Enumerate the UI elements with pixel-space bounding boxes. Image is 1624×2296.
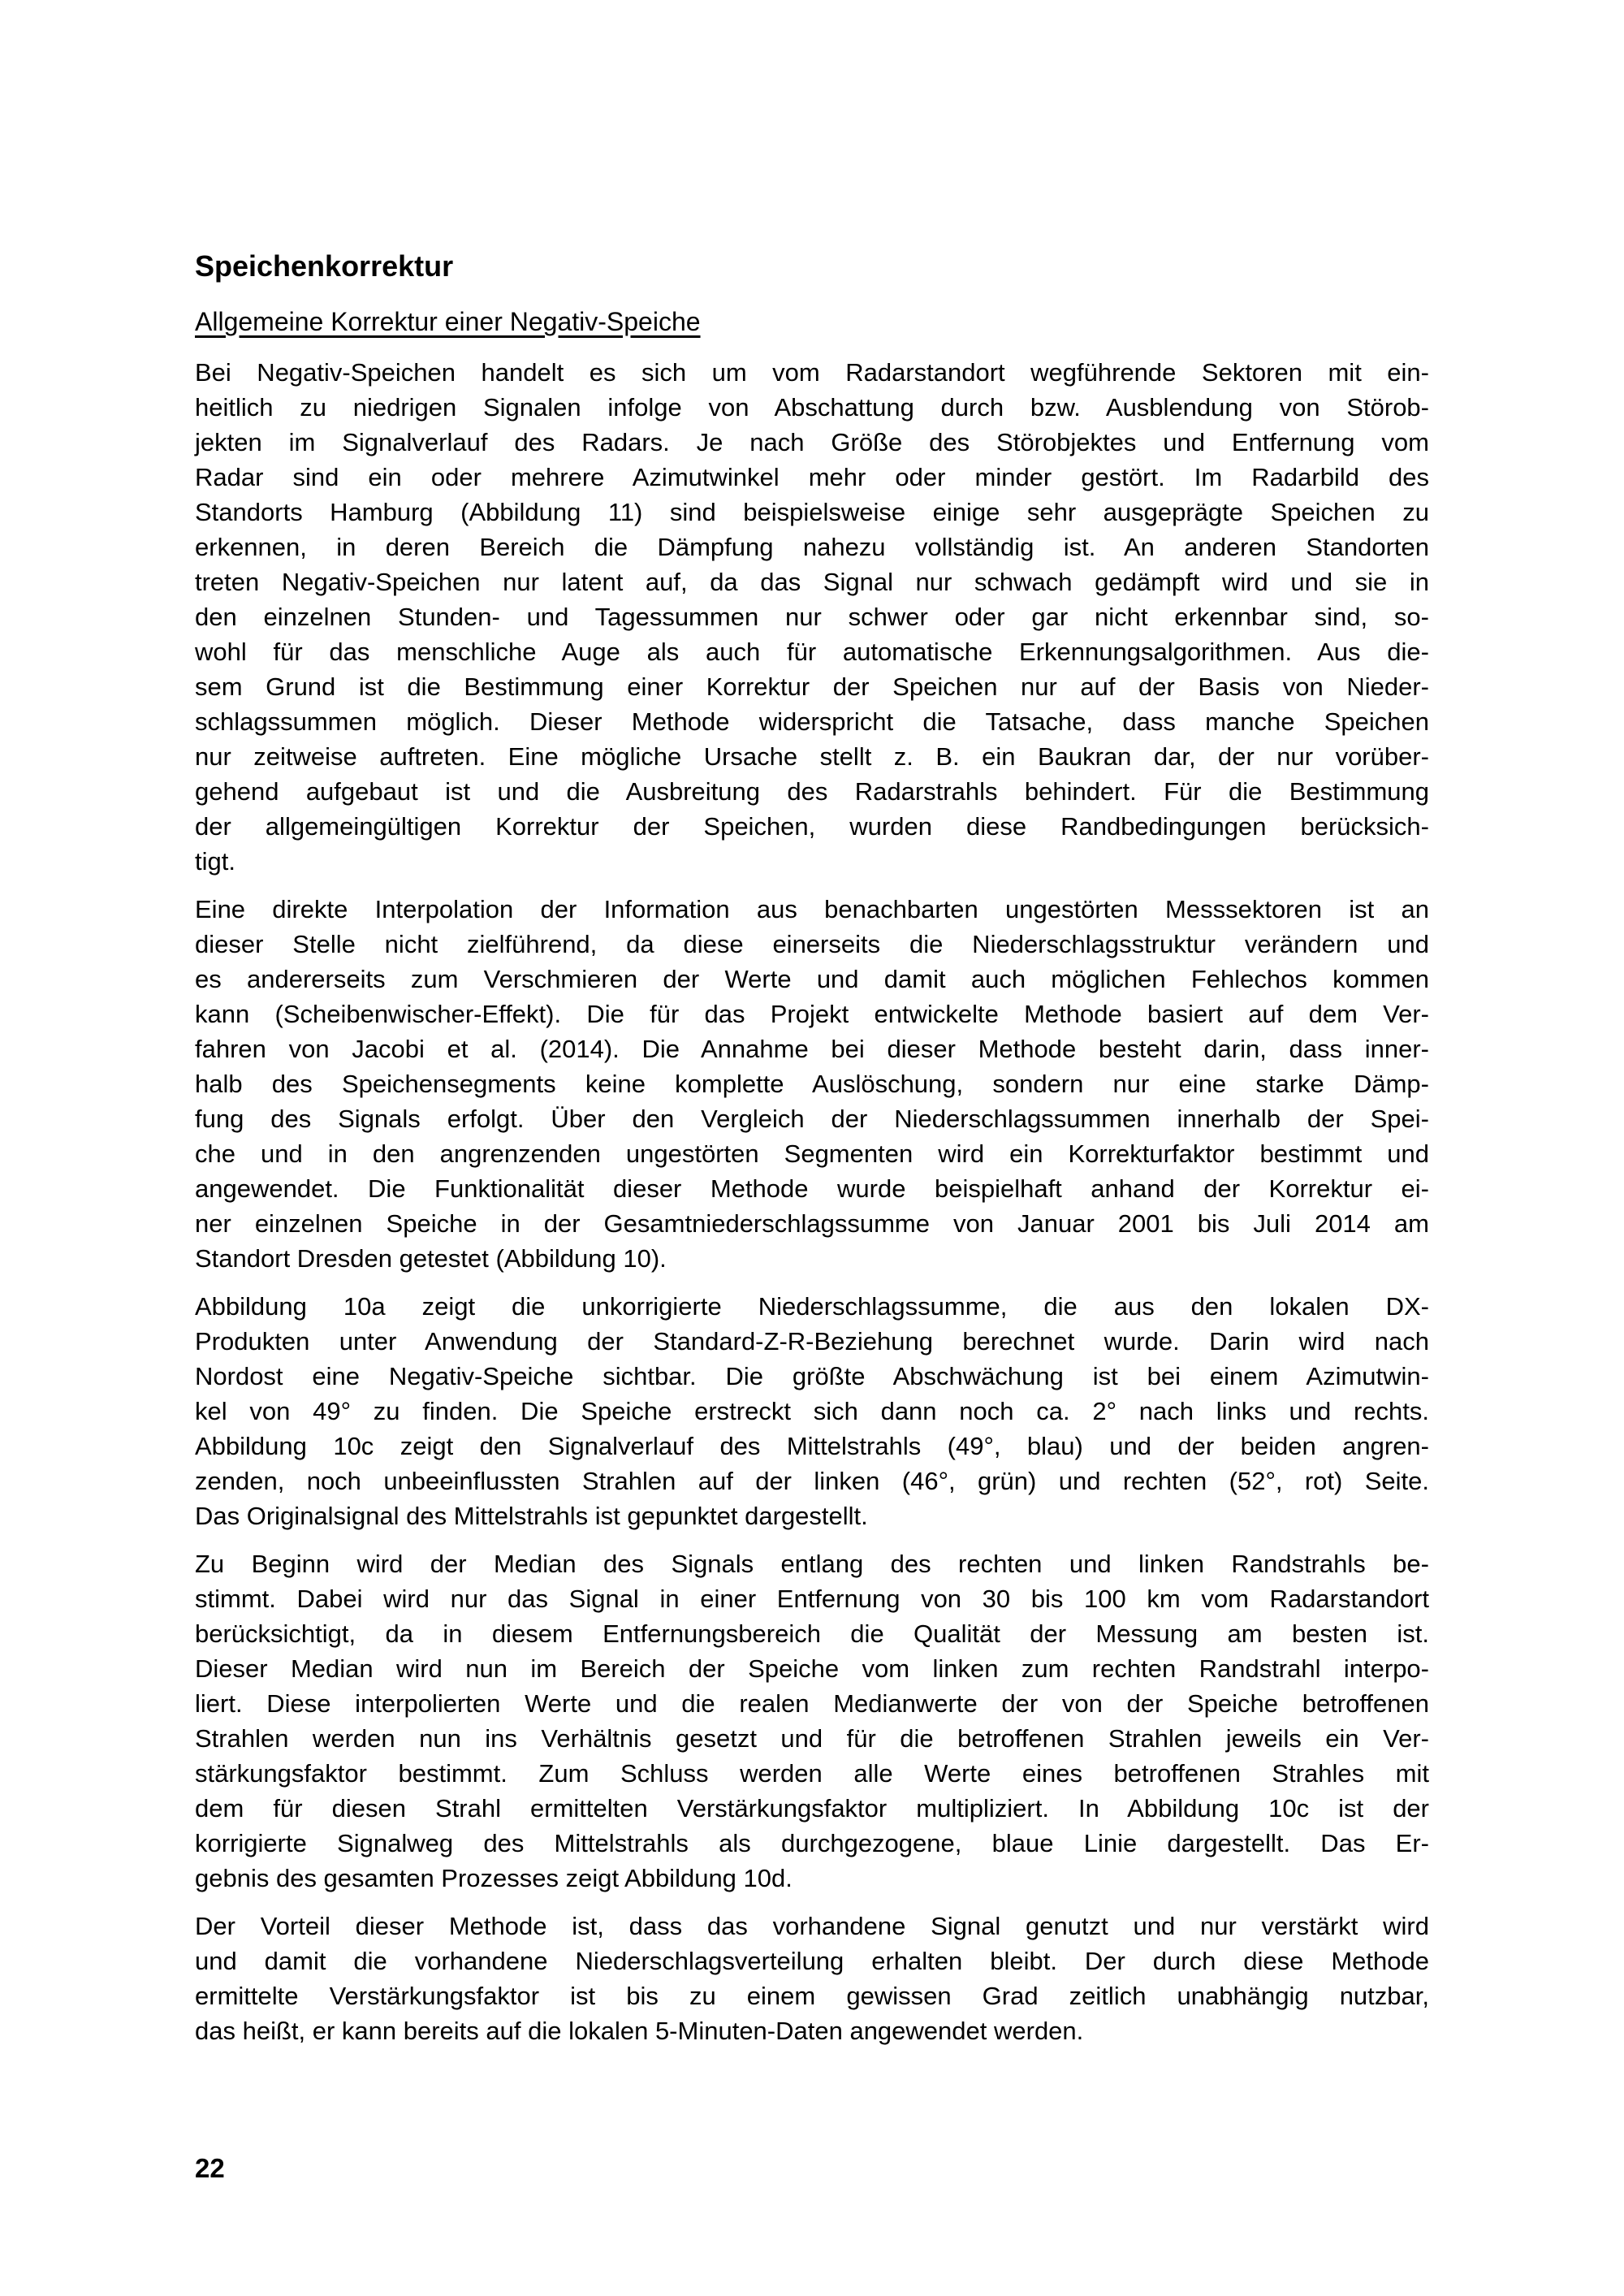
section-subheading: Allgemeine Korrektur einer Negativ-Speiche — [195, 307, 701, 336]
text-line: Eine direkte Interpolation der Information aus benachbarten ungestörten Messsektoren ist an — [195, 895, 1429, 923]
text-line: fahren von Jacobi et al. (2014). Die Annahme bei dieser Methode besteht darin, dass inner- — [195, 1035, 1429, 1063]
text-line: kel von 49° zu finden. Die Speiche erstreckt sich dann noch ca. 2° nach links und rechts. — [195, 1397, 1429, 1425]
paragraph — [195, 1289, 1429, 1533]
text-line: stimmt. Dabei wird nur das Signal in einer Entfernung von 30 bis 100 km vom Radarstandort — [195, 1585, 1429, 1613]
text-line: nur zeitweise auftreten. Eine mögliche Ursache stellt z. B. ein Baukran dar, der nur vorüber- — [195, 742, 1429, 771]
text-line: Radar sind ein oder mehrere Azimutwinkel mehr oder minder gestört. Im Radarbild des — [195, 463, 1429, 491]
text-line: Das Originalsignal des Mittelstrahls ist gepunktet dargestellt. — [195, 1502, 868, 1530]
text-line: Zu Beginn wird der Median des Signals entlang des rechten und linken Randstrahls be- — [195, 1550, 1429, 1578]
text-line: Abbildung 10a zeigt die unkorrigierte Niederschlagssumme, die aus den lokalen DX- — [195, 1292, 1429, 1321]
text-line: schlagssummen möglich. Dieser Methode widerspricht die Tatsache, dass manche Speichen — [195, 707, 1429, 736]
text-line: liert. Diese interpolierten Werte und die realen Medianwerte der von der Speiche betroffenen — [195, 1689, 1429, 1718]
paragraph — [195, 1909, 1429, 2048]
page-title: Speichenkorrektur — [195, 249, 454, 283]
text-line: heitlich zu niedrigen Signalen infolge von Abschattung durch bzw. Ausblendung von Störob- — [195, 393, 1429, 422]
text-line: dem für diesen Strahl ermittelten Verstärkungsfaktor multipliziert. In Abbildung 10c ist der — [195, 1794, 1429, 1823]
text-line: stärkungsfaktor bestimmt. Zum Schluss werden alle Werte eines betroffenen Strahles mit — [195, 1759, 1429, 1788]
text-line: sem Grund ist die Bestimmung einer Korrektur der Speichen nur auf der Basis von Nieder- — [195, 672, 1429, 701]
text-column — [195, 248, 1429, 2048]
text-line: der allgemeingültigen Korrektur der Speichen, wurden diese Randbedingungen berücksich- — [195, 812, 1429, 841]
text-line: berücksichtigt, da in diesem Entfernungsbereich die Qualität der Messung am besten ist. — [195, 1619, 1429, 1648]
text-line: erkennen, in deren Bereich die Dämpfung nahezu vollständig ist. An anderen Standorten — [195, 533, 1429, 561]
paragraph — [195, 892, 1429, 1276]
text-line: fung des Signals erfolgt. Über den Vergleich der Niederschlagssummen innerhalb der Spei- — [195, 1105, 1429, 1133]
paragraph — [195, 1546, 1429, 1896]
text-line: zenden, noch unbeeinflussten Strahlen auf der linken (46°, grün) und rechten (52°, rot) Seite. — [195, 1467, 1429, 1495]
text-line: Bei Negativ-Speichen handelt es sich um vom Radarstandort wegführende Sektoren mit ein- — [195, 358, 1429, 387]
paragraphs — [195, 355, 1429, 2048]
text-line: das heißt, er kann bereits auf die lokalen 5-Minuten-Daten angewendet werden. — [195, 2017, 1084, 2045]
text-line: treten Negativ-Speichen nur latent auf, da das Signal nur schwach gedämpft wird und sie in — [195, 568, 1429, 596]
paragraph — [195, 355, 1429, 879]
text-line: es andererseits zum Verschmieren der Werte und damit auch möglichen Fehlechos kommen — [195, 965, 1429, 993]
text-line: halb des Speichensegments keine komplette Auslöschung, sondern nur eine starke Dämp- — [195, 1070, 1429, 1098]
text-line: tigt. — [195, 847, 235, 876]
text-line: den einzelnen Stunden- und Tagessummen nur schwer oder gar nicht erkennbar sind, so- — [195, 603, 1429, 631]
text-line: kann (Scheibenwischer-Effekt). Die für das Projekt entwickelte Methode basiert auf dem Ver- — [195, 1000, 1429, 1028]
page-number: 22 — [195, 2153, 225, 2183]
text-line: Standort Dresden getestet (Abbildung 10). — [195, 1244, 667, 1273]
text-line: Der Vorteil dieser Methode ist, dass das vorhandene Signal genutzt und nur verstärkt wird — [195, 1912, 1429, 1940]
text-line: Produkten unter Anwendung der Standard-Z-R-Beziehung berechnet wurde. Darin wird nach — [195, 1327, 1429, 1356]
text-line: wohl für das menschliche Auge als auch für automatische Erkennungsalgorithmen. Aus die- — [195, 638, 1429, 666]
text-line: gehend aufgebaut ist und die Ausbreitung des Radarstrahls behindert. Für die Bestimmung — [195, 777, 1429, 806]
text-line: che und in den angrenzenden ungestörten Segmenten wird ein Korrekturfaktor bestimmt und — [195, 1139, 1429, 1168]
text-line: Dieser Median wird nun im Bereich der Speiche vom linken zum rechten Randstrahl interpo- — [195, 1654, 1429, 1683]
text-line: ner einzelnen Speiche in der Gesamtniederschlagssumme von Januar 2001 bis Juli 2014 am — [195, 1209, 1429, 1238]
text-line: Nordost eine Negativ-Speiche sichtbar. Die größte Abschwächung ist bei einem Azimutwin- — [195, 1362, 1429, 1390]
text-line: ermittelte Verstärkungsfaktor ist bis zu einem gewissen Grad zeitlich unabhängig nutzbar, — [195, 1982, 1429, 2010]
text-line: Abbildung 10c zeigt den Signalverlauf des Mittelstrahls (49°, blau) und der beiden angren- — [195, 1432, 1429, 1460]
text-line: korrigierte Signalweg des Mittelstrahls als durchgezogene, blaue Linie dargestellt. Das Er- — [195, 1829, 1429, 1857]
text-line: Strahlen werden nun ins Verhältnis gesetzt und für die betroffenen Strahlen jeweils ein Ver- — [195, 1724, 1429, 1753]
text-line: jekten im Signalverlauf des Radars. Je nach Größe des Störobjektes und Entfernung vom — [195, 428, 1429, 456]
text-line: gebnis des gesamten Prozesses zeigt Abbildung 10d. — [195, 1864, 793, 1892]
text-line: dieser Stelle nicht zielführend, da diese einerseits die Niederschlagsstruktur verändern und — [195, 930, 1429, 958]
text-line: und damit die vorhandene Niederschlagsverteilung erhalten bleibt. Der durch diese Methode — [195, 1947, 1429, 1975]
text-line: angewendet. Die Funktionalität dieser Methode wurde beispielhaft anhand der Korrektur ei- — [195, 1174, 1429, 1203]
text-line: Standorts Hamburg (Abbildung 11) sind beispielsweise einige sehr ausgeprägte Speichen zu — [195, 498, 1429, 526]
